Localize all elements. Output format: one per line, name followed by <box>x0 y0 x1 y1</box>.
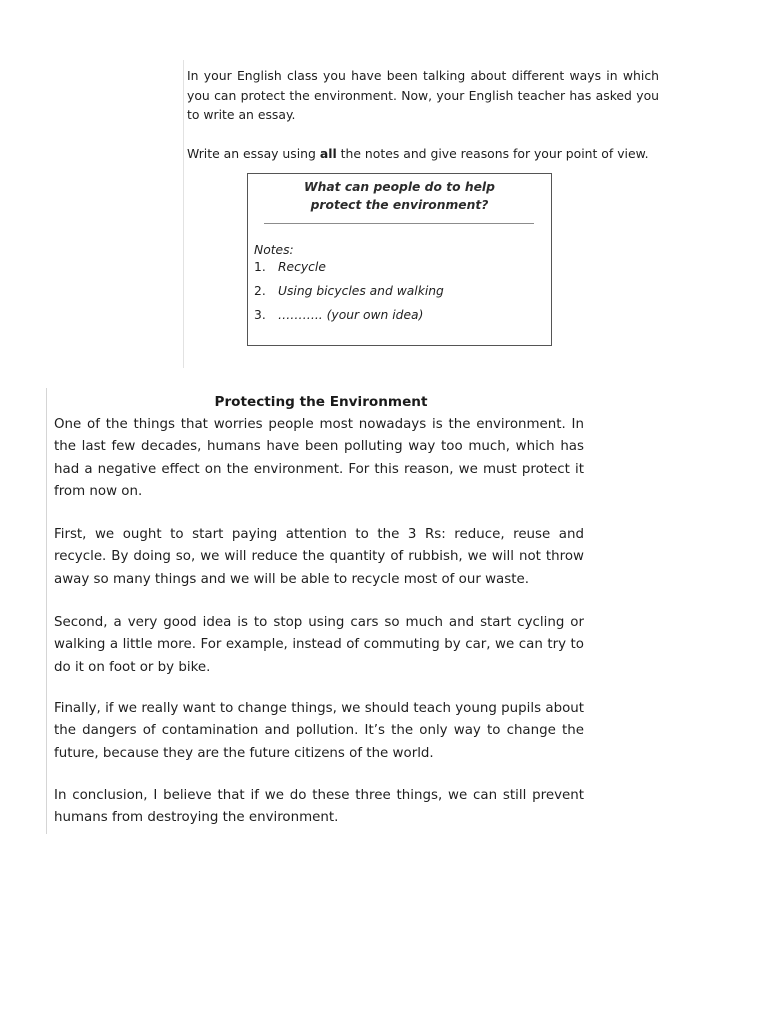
essay-paragraph: One of the things that worries people most nowadays is the environment. In the last few decades, humans have been polluting way too much, which has had a negative effect on the environment. For this reason, we must protect it from now on. <box>54 417 584 499</box>
note-item <box>254 308 423 322</box>
essay-paragraph: In conclusion, I believe that if we do these three things, we can still prevent humans from destroying the environment. <box>54 788 584 826</box>
note-number: 3. <box>254 308 266 322</box>
essay-title: Protecting the Environment <box>214 394 428 410</box>
task-instruction-write <box>184 144 659 164</box>
notes-box-title-line: What can people do to help <box>304 180 495 194</box>
task-instruction: In your English class you have been talking about different ways in which you can protect the environment. Now, your English teacher has asked you to write an essay. <box>187 68 659 122</box>
note-item <box>254 284 444 298</box>
task-section <box>183 60 664 368</box>
instruction-emphasis: all <box>319 146 337 161</box>
instruction-text-end: the notes and give reasons for your point of view. <box>336 146 649 161</box>
essay-paragraph: First, we ought to start paying attention to the 3 Rs: reduce, reuse and recycle. By doing so, we will reduce the quantity of rubbish, we will not throw away so many things and we will be able to recycle most of our waste. <box>54 527 584 587</box>
instruction-text-start: Write an essay using <box>187 146 320 161</box>
note-item <box>254 260 326 274</box>
note-text: Recycle <box>278 260 326 274</box>
note-text: ……….. (your own idea) <box>278 308 424 322</box>
note-text: Using bicycles and walking <box>278 284 444 298</box>
notes-label: Notes: <box>254 243 294 257</box>
note-number: 2. <box>254 284 266 298</box>
divider <box>264 223 534 224</box>
note-number: 1. <box>254 260 266 274</box>
essay-paragraph: Second, a very good idea is to stop using cars so much and start cycling or walking a little more. For example, instead of commuting by car, we can try to do it on foot or by bike. <box>54 615 584 675</box>
notes-box <box>247 173 552 346</box>
essay-paragraph: Finally, if we really want to change things, we should teach young pupils about the dangers of contamination and pollution. It’s the only way to change the future, because they are the future citizens of the world. <box>54 701 584 761</box>
notes-box-title-line: protect the environment? <box>310 198 489 212</box>
notes-box-title <box>248 178 551 214</box>
essay-section <box>46 388 595 834</box>
